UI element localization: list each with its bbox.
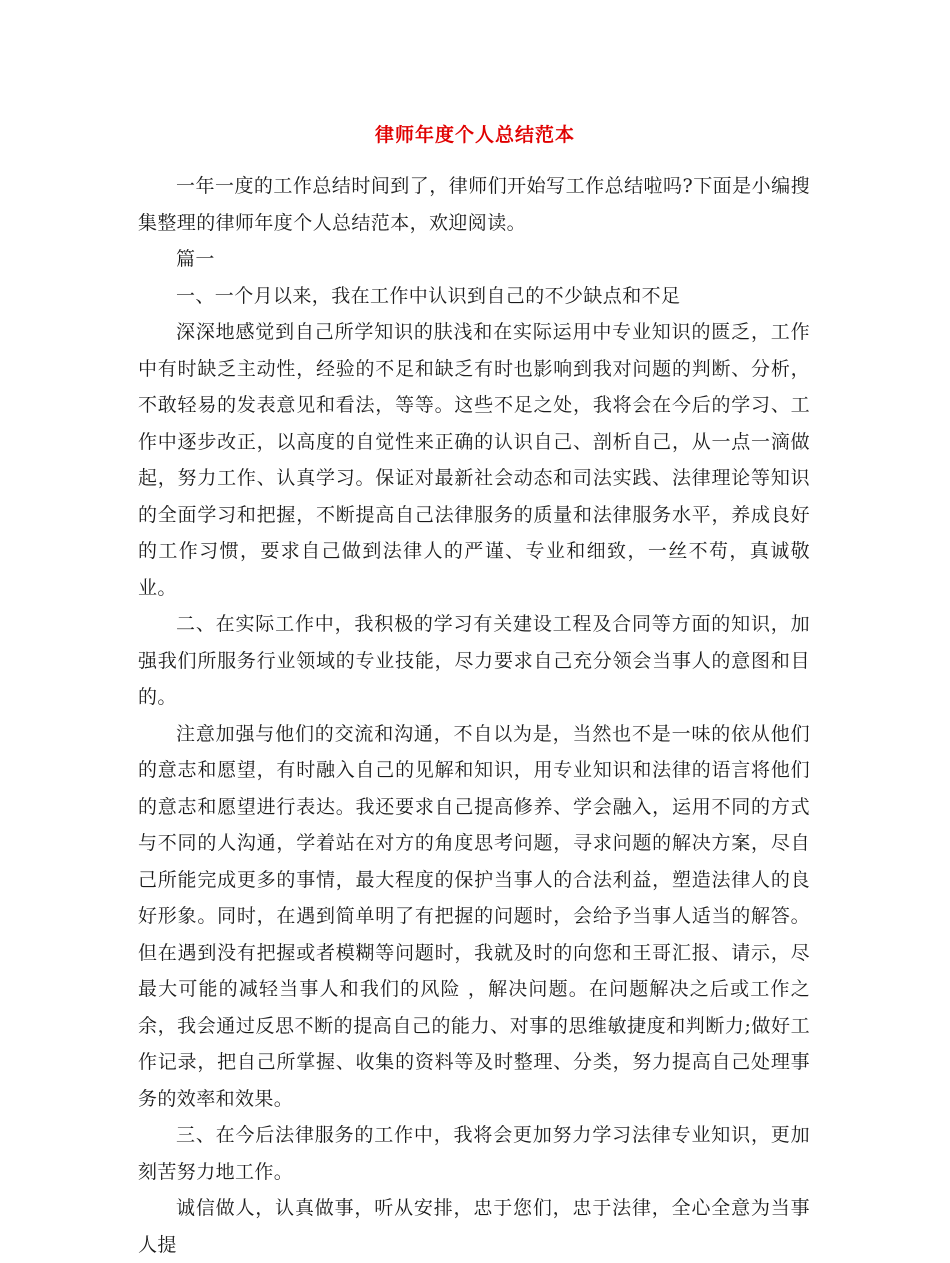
closing-paragraph: 诚信做人，认真做事，听从安排，忠于您们，忠于法律，全心全意为当事人提 <box>138 1197 810 1256</box>
point-three-heading: 三、在今后法律服务的工作中，我将会更加努力学习法律专业知识，更加刻苦努力地工作。 <box>138 1124 810 1183</box>
intro-paragraph: 一年一度的工作总结时间到了，律师们开始写工作总结啦吗?下面是小编搜集整理的律师年度个人总结范本，欢迎阅读。 <box>138 175 810 234</box>
point-two-heading: 二、在实际工作中，我积极的学习有关建设工程及合同等方面的知识，加强我们所服务行业领域的专业技能，尽力要求自己充分领会当事人的意图和目的。 <box>138 613 810 708</box>
document-title: 律师年度个人总结范本 <box>374 124 575 146</box>
point-one-heading: 一、一个月以来，我在工作中认识到自己的不少缺点和不足 <box>176 284 681 307</box>
point-one-body: 深深地感觉到自己所学知识的肤浅和在实际运用中专业知识的匮乏，工作中有时缺乏主动性，经验的不足和缺乏有时也影响到我对问题的判断、分析，不敢轻易的发表意见和看法，等等。这些不足之处，我将会在今后的学习、工作中逐步改正，以高度的自觉性来正确的认识自己、剖析自己，从一点一滴做起，努力工作、认真学习。保证对最新社会动态和司法实践、法律理论等知识的全面学习和把握，不断提高自己法律服务的质量和法律服务水平，养成良好的工作习惯，要求自己做到法律人的严谨、专业和细致，一丝不苟，真诚敬业。 <box>138 321 810 599</box>
point-two-body: 注意加强与他们的交流和沟通，不自以为是，当然也不是一味的依从他们的意志和愿望，有时融入自己的见解和知识，用专业知识和法律的语言将他们的意志和愿望进行表达。我还要求自己提高修养、学会融入，运用不同的方式与不同的人沟通，学着站在对方的角度思考问题，寻求问题的解决方案，尽自己所能完成更多的事情，最大程度的保护当事人的合法利益，塑造法律人的良好形象。同时，在遇到简单明了有把握的问题时，会给予当事人适当的解答。但在遇到没有把握或者模糊等问题时，我就及时的向您和王哥汇报、请示，尽最大可能的减轻当事人和我们的风险 ，解决问题。在问题解决之后或工作之余，我会通过反思不断的提高自己的能力、对事的思维敏捷度和判断力;做好工作记录，把自己所掌握、收集的资料等及时整理、分类，努力提高自己处理事务的效率和效果。 <box>138 722 810 1110</box>
document-body <box>138 168 810 1263</box>
section-label: 篇一 <box>176 248 215 270</box>
